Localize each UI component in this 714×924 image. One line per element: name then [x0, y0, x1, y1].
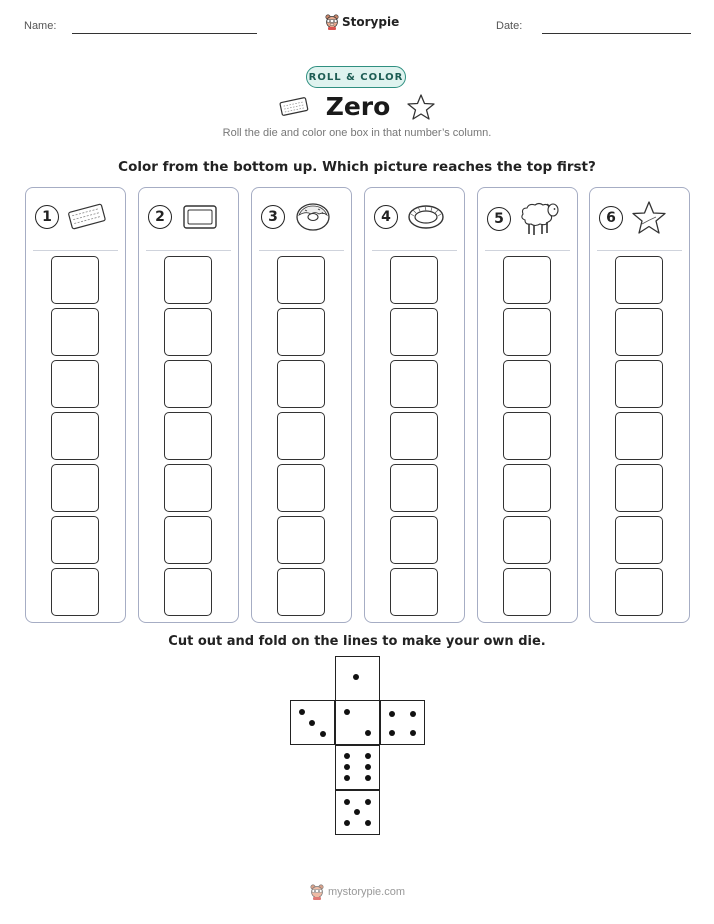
color-box[interactable] — [615, 256, 663, 304]
die-pip — [365, 799, 371, 805]
color-box[interactable] — [615, 360, 663, 408]
die-pip — [354, 809, 360, 815]
color-box[interactable] — [164, 412, 212, 460]
die-pip — [389, 730, 395, 736]
column-divider — [485, 250, 570, 251]
brand-logo — [325, 14, 399, 30]
die-pip — [365, 730, 371, 736]
color-box[interactable] — [277, 568, 325, 616]
number-circle: 4 — [374, 205, 398, 229]
column-header — [599, 200, 669, 236]
die-pip — [365, 775, 371, 781]
die-face-5 — [335, 790, 380, 835]
subtitle: Roll the die and color one box in that number’s column. — [222, 127, 492, 139]
die-pip — [344, 775, 350, 781]
color-box[interactable] — [277, 308, 325, 356]
number-circle: 5 — [487, 207, 511, 231]
die-pip — [299, 709, 305, 715]
die-face-3 — [290, 700, 335, 745]
color-box[interactable] — [615, 464, 663, 512]
color-box[interactable] — [390, 256, 438, 304]
roll-and-color-badge: ROLL & COLOR — [306, 66, 406, 88]
color-box[interactable] — [503, 256, 551, 304]
bear-mascot-icon — [310, 884, 324, 900]
color-box[interactable] — [164, 464, 212, 512]
number-circle: 2 — [148, 205, 172, 229]
die-face-4 — [380, 700, 425, 745]
color-box[interactable] — [51, 308, 99, 356]
footer — [310, 884, 405, 900]
die-pip — [353, 674, 359, 680]
color-box[interactable] — [390, 568, 438, 616]
die-pip — [410, 730, 416, 736]
color-box[interactable] — [277, 516, 325, 564]
color-box[interactable] — [390, 464, 438, 512]
die-face-2 — [335, 700, 380, 745]
cut-instruction: Cut out and fold on the lines to make your own die. — [168, 634, 546, 649]
color-box[interactable] — [164, 568, 212, 616]
name-label: Name: — [24, 20, 57, 32]
bear-mascot-icon — [325, 14, 339, 30]
date-line — [542, 33, 691, 34]
column-header — [487, 200, 561, 238]
color-box[interactable] — [615, 568, 663, 616]
footer-site: mystorypie.com — [328, 886, 406, 898]
die-face-1 — [335, 656, 380, 701]
column-3 — [251, 187, 352, 623]
column-1 — [25, 187, 126, 623]
column-header — [148, 200, 222, 234]
star-icon — [629, 200, 669, 236]
column-divider — [372, 250, 457, 251]
die-pip — [389, 711, 395, 717]
color-box[interactable] — [164, 308, 212, 356]
column-5 — [477, 187, 578, 623]
die-pip — [344, 764, 350, 770]
color-box[interactable] — [277, 256, 325, 304]
die-pip — [344, 709, 350, 715]
color-box[interactable] — [277, 360, 325, 408]
color-box[interactable] — [503, 360, 551, 408]
number-circle: 1 — [35, 205, 59, 229]
instruction: Color from the bottom up. Which picture reaches the top first? — [118, 159, 596, 175]
die-pip — [344, 753, 350, 759]
name-line — [72, 33, 257, 34]
column-divider — [259, 250, 344, 251]
die-pip — [410, 711, 416, 717]
color-box[interactable] — [390, 412, 438, 460]
die-pip — [344, 820, 350, 826]
color-box[interactable] — [615, 412, 663, 460]
color-box[interactable] — [51, 360, 99, 408]
number-circle: 3 — [261, 205, 285, 229]
color-box[interactable] — [390, 360, 438, 408]
column-header — [261, 200, 335, 234]
column-4 — [364, 187, 465, 623]
color-box[interactable] — [277, 464, 325, 512]
ring-icon — [404, 200, 448, 234]
color-box[interactable] — [503, 308, 551, 356]
column-header — [374, 200, 448, 234]
color-box[interactable] — [615, 308, 663, 356]
color-box[interactable] — [503, 568, 551, 616]
die-pip — [365, 764, 371, 770]
color-box[interactable] — [51, 412, 99, 460]
date-label: Date: — [496, 20, 523, 32]
column-divider — [146, 250, 231, 251]
star-icon — [406, 93, 436, 121]
page-title: Zero — [325, 92, 391, 121]
color-box[interactable] — [277, 412, 325, 460]
color-box[interactable] — [51, 516, 99, 564]
column-header — [35, 200, 109, 234]
color-box[interactable] — [51, 464, 99, 512]
columns-grid — [25, 187, 690, 623]
brand-name: Storypie — [342, 15, 400, 29]
color-box[interactable] — [164, 360, 212, 408]
color-box[interactable] — [164, 516, 212, 564]
die-pip — [344, 799, 350, 805]
color-box[interactable] — [51, 256, 99, 304]
color-box[interactable] — [503, 464, 551, 512]
color-box[interactable] — [503, 516, 551, 564]
color-box[interactable] — [390, 516, 438, 564]
number-circle: 6 — [599, 206, 623, 230]
color-box[interactable] — [51, 568, 99, 616]
matzah-icon — [65, 200, 109, 234]
die-pip — [365, 753, 371, 759]
die-pip — [309, 720, 315, 726]
sheep-icon — [517, 200, 561, 238]
die-face-6 — [335, 745, 380, 790]
column-divider — [597, 250, 682, 251]
column-divider — [33, 250, 118, 251]
column-6 — [589, 187, 690, 623]
matzah-icon — [278, 96, 310, 118]
color-box[interactable] — [503, 412, 551, 460]
die-pip — [320, 731, 326, 737]
color-box[interactable] — [390, 308, 438, 356]
title-row — [0, 92, 714, 121]
column-2 — [138, 187, 239, 623]
die-pip — [365, 820, 371, 826]
donut-icon — [291, 200, 335, 234]
color-box[interactable] — [164, 256, 212, 304]
color-box[interactable] — [615, 516, 663, 564]
frame-icon — [178, 200, 222, 234]
